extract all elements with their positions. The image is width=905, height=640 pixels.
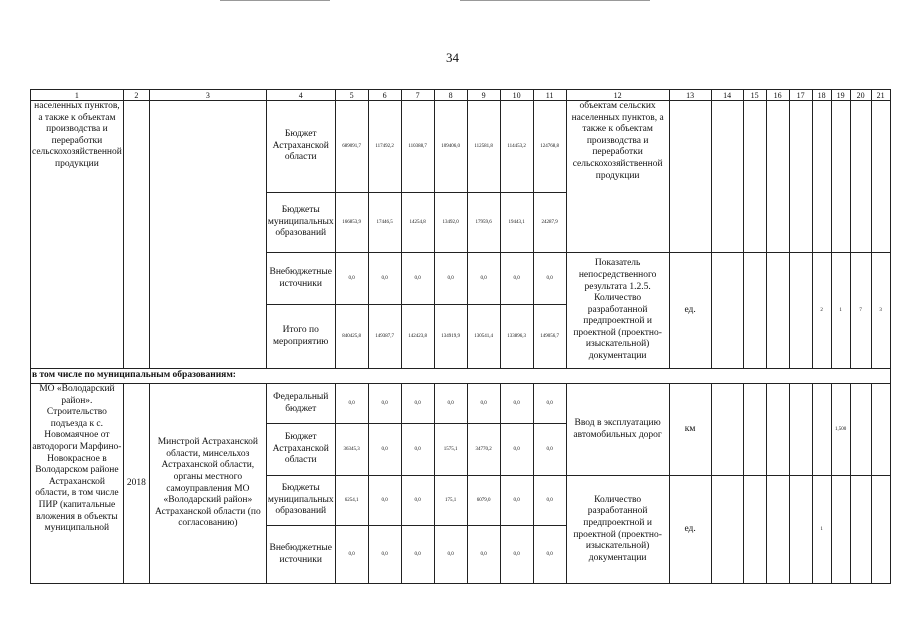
value-cell: 0,0 <box>401 526 434 584</box>
funding-source: Внебюджетные источники <box>266 253 335 305</box>
funding-source: Бюджеты муниципальных образований <box>266 193 335 253</box>
value-cell: 0,0 <box>368 424 401 476</box>
column-header: 19 <box>831 90 850 101</box>
value-cell: 0,0 <box>500 476 533 526</box>
column-header: 11 <box>533 90 566 101</box>
value-cell: 0,0 <box>368 384 401 424</box>
funding-source: Бюджет Астраханской области <box>266 424 335 476</box>
value-cell: 17959,6 <box>467 193 500 253</box>
column-header: 2 <box>123 90 149 101</box>
value-cell: 133896,3 <box>500 305 533 369</box>
value-cell: 149387,7 <box>368 305 401 369</box>
value-cell: 0,0 <box>434 384 467 424</box>
value-cell: 1 <box>812 476 831 584</box>
column-header: 1 <box>31 90 124 101</box>
value-cell: 36345,3 <box>335 424 368 476</box>
value-cell: 0,0 <box>467 384 500 424</box>
value-cell: 117492,2 <box>368 101 401 193</box>
column-header: 13 <box>669 90 711 101</box>
page-number: 34 <box>446 50 459 65</box>
column-header: 17 <box>789 90 812 101</box>
value-cell: 130541,4 <box>467 305 500 369</box>
value-cell: 0,0 <box>335 384 368 424</box>
value-cell: 0,0 <box>533 526 566 584</box>
value-cell: 6254,1 <box>335 476 368 526</box>
column-header: 5 <box>335 90 368 101</box>
column-header: 9 <box>467 90 500 101</box>
header-row <box>31 90 891 101</box>
value-cell: 0,0 <box>434 253 467 305</box>
value-cell: 0,0 <box>533 253 566 305</box>
funding-source: Итого по мероприятию <box>266 305 335 369</box>
indicator-cell: Ввод в эксплуатацию автомобильных дорог <box>566 384 669 476</box>
value-cell: 1,500 <box>831 384 850 476</box>
value-cell: 0,0 <box>500 526 533 584</box>
value-cell: 0,0 <box>434 526 467 584</box>
funding-source: Бюджеты муниципальных образований <box>266 476 335 526</box>
unit-cell <box>669 101 711 253</box>
value-cell: 0,0 <box>368 253 401 305</box>
funding-source: Федеральный бюджет <box>266 384 335 424</box>
value-cell: 0,0 <box>533 424 566 476</box>
column-header: 20 <box>850 90 871 101</box>
column-header: 8 <box>434 90 467 101</box>
value-cell: 1 <box>831 253 850 369</box>
top-rule-left <box>220 0 330 1</box>
executor-cell: Минстрой Астраханской области, минсельхоз Астраханской области, органы местного самоуправления МО «Володарский район» Астраханской области (по согласованию) <box>149 384 266 584</box>
indicator-cell: Количество разработанной предпроектной и проектной (проектно-изыскательной) документации <box>566 476 669 584</box>
value-cell: 0,0 <box>401 476 434 526</box>
value-cell: 149056,7 <box>533 305 566 369</box>
unit-cell: ед. <box>669 253 711 369</box>
value-cell: 0,0 <box>500 253 533 305</box>
funding-source: Бюджет Астраханской области <box>266 101 335 193</box>
value-cell: 689091,7 <box>335 101 368 193</box>
value-cell: 0,0 <box>368 526 401 584</box>
value-cell: 24287,9 <box>533 193 566 253</box>
value-cell: 0,0 <box>467 526 500 584</box>
column-header: 18 <box>812 90 831 101</box>
column-header: 3 <box>149 90 266 101</box>
executor-cell <box>149 101 266 369</box>
column-header: 16 <box>766 90 789 101</box>
value-cell: 17446,5 <box>368 193 401 253</box>
column-header: 4 <box>266 90 335 101</box>
table-row <box>31 384 891 424</box>
measure-name-cell: МО «Володарский район». Строительство подъезда к с. Новомаячное от автодороги Марфино-Новокрасное в Володарском районе Астраханской области, в том числе ПИР (капитальные вложения в объекты муниципальной <box>31 384 124 584</box>
value-cell: 7 <box>850 253 871 369</box>
value-cell: 0,0 <box>533 384 566 424</box>
value-cell: 0,0 <box>500 384 533 424</box>
column-header: 12 <box>566 90 669 101</box>
value-cell: 112581,8 <box>467 101 500 193</box>
value-cell: 0,0 <box>335 253 368 305</box>
value-cell: 109406,0 <box>434 101 467 193</box>
value-cell: 110388,7 <box>401 101 434 193</box>
column-header: 15 <box>743 90 766 101</box>
value-cell: 134919,9 <box>434 305 467 369</box>
value-cell: 19443,1 <box>500 193 533 253</box>
value-cell: 6079,0 <box>467 476 500 526</box>
value-cell: 0,0 <box>401 253 434 305</box>
top-rule-right <box>460 0 650 1</box>
funding-source: Внебюджетные источники <box>266 526 335 584</box>
value-cell: 142423,8 <box>401 305 434 369</box>
indicator-cell: Показатель непосредственного результата 1.2.5. Количество разработанной предпроектной и проектной (проектно-изыскательной) документации <box>566 253 669 369</box>
indicator-cell: объектам сельских населенных пунктов, а также к объектам производства и переработки сельскохозяйственной продукции <box>566 101 669 253</box>
year-cell <box>123 101 149 369</box>
value-cell: 1575,1 <box>434 424 467 476</box>
value-cell: 3 <box>871 253 890 369</box>
value-cell: 0,0 <box>368 476 401 526</box>
value-cell: 0,0 <box>401 384 434 424</box>
value-cell: 14254,8 <box>401 193 434 253</box>
column-header: 21 <box>871 90 890 101</box>
value-cell: 175,1 <box>434 476 467 526</box>
column-header: 6 <box>368 90 401 101</box>
value-cell: 0,0 <box>533 476 566 526</box>
value-cell: 34770,2 <box>467 424 500 476</box>
year-cell: 2018 <box>123 384 149 584</box>
value-cell: 0,0 <box>500 424 533 476</box>
table-row <box>31 101 891 193</box>
value-cell: 124768,8 <box>533 101 566 193</box>
value-cell: 0,0 <box>335 526 368 584</box>
column-header: 14 <box>711 90 743 101</box>
value-cell: 0,0 <box>467 253 500 305</box>
section-title-row <box>31 369 891 384</box>
measure-name-cell: населенных пунктов, а также к объектам производства и переработки сельскохозяйственной продукции <box>31 101 124 369</box>
unit-cell: км <box>669 384 711 476</box>
value-cell: 114453,2 <box>500 101 533 193</box>
column-header: 10 <box>500 90 533 101</box>
value-cell: 2 <box>812 253 831 369</box>
value-cell: 13492,0 <box>434 193 467 253</box>
section-title: в том числе по муниципальным образованиям: <box>31 369 891 384</box>
value-cell: 840425,8 <box>335 305 368 369</box>
value-cell: 0,0 <box>401 424 434 476</box>
value-cell: 166853,9 <box>335 193 368 253</box>
budget-table <box>30 89 891 584</box>
column-header: 7 <box>401 90 434 101</box>
unit-cell: ед. <box>669 476 711 584</box>
